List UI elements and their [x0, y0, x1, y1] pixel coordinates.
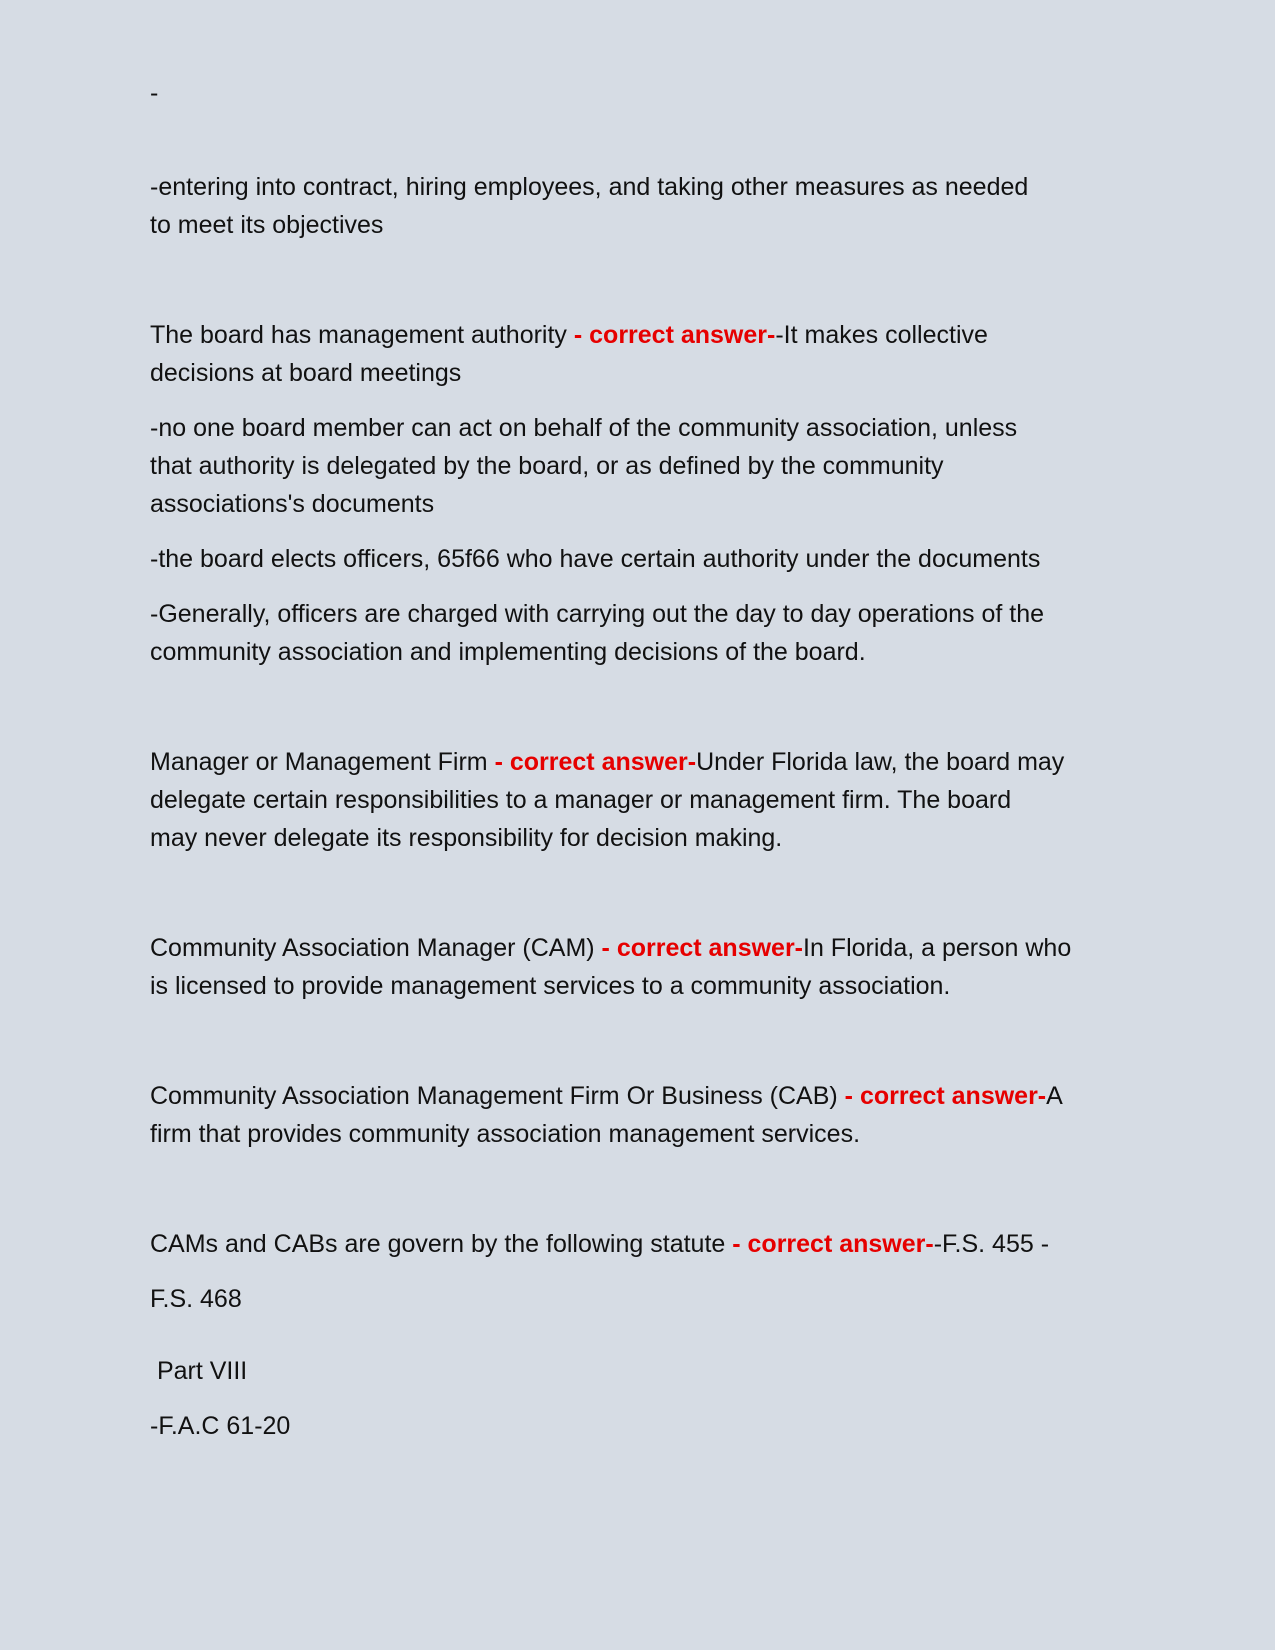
qa-term-line — [150, 743, 1064, 781]
correct-answer-marker: - correct answer- — [494, 748, 697, 776]
text-line: -Generally, officers are charged with carrying out the day to day operations of the — [150, 600, 1045, 628]
term-text: The board has management authority — [150, 321, 574, 349]
text-line: firm that provides community association management services. — [150, 1120, 861, 1148]
text-line: that authority is delegated by the board, or as defined by the community — [150, 452, 944, 480]
text-line: -the board elects officers, 65f66 who have certain authority under the documents — [150, 545, 1041, 573]
answer-text: A — [1046, 1082, 1063, 1110]
text-line: -no one board member can act on behalf of the community association, unless — [150, 414, 1018, 442]
term-text: Community Association Management Firm Or Business (CAB) — [150, 1082, 845, 1110]
text-line: associations's documents — [150, 490, 435, 518]
text-line: -entering into contract, hiring employees, and taking other measures as needed — [150, 173, 1029, 201]
text-line: decisions at board meetings — [150, 359, 462, 387]
text-line: to meet its objectives — [150, 211, 384, 239]
correct-answer-marker: - correct answer- — [573, 321, 776, 349]
qa-term-line — [150, 1077, 1063, 1115]
text-line: community association and implementing decisions of the board. — [150, 638, 866, 666]
text-line: -F.A.C 61-20 — [150, 1412, 291, 1440]
text-line: F.S. 468 — [150, 1285, 242, 1313]
term-text: CAMs and CABs are govern by the following statute — [150, 1230, 733, 1258]
qa-term-line — [150, 316, 988, 354]
text-line: - — [150, 79, 159, 107]
correct-answer-marker: - correct answer- — [844, 1082, 1047, 1110]
text-line: Part VIII — [150, 1357, 248, 1385]
term-text: Manager or Management Firm — [150, 748, 495, 776]
qa-term-line — [150, 1225, 1049, 1263]
answer-text: Under Florida law, the board may — [696, 748, 1065, 776]
correct-answer-marker: - correct answer- — [732, 1230, 934, 1258]
term-text: Community Association Manager (CAM) — [150, 934, 602, 962]
answer-text: -It makes collective — [775, 321, 988, 349]
answer-text: -F.S. 455 - — [933, 1230, 1050, 1258]
correct-answer-marker: - correct answer- — [601, 934, 804, 962]
text-line: delegate certain responsibilities to a manager or management firm. The board — [150, 786, 1012, 814]
document-page — [150, 0, 1135, 1650]
text-line: is licensed to provide management services to a community association. — [150, 972, 951, 1000]
answer-text: In Florida, a person who — [803, 934, 1072, 962]
qa-term-line — [150, 929, 1071, 967]
text-line: may never delegate its responsibility for decision making. — [150, 824, 783, 852]
